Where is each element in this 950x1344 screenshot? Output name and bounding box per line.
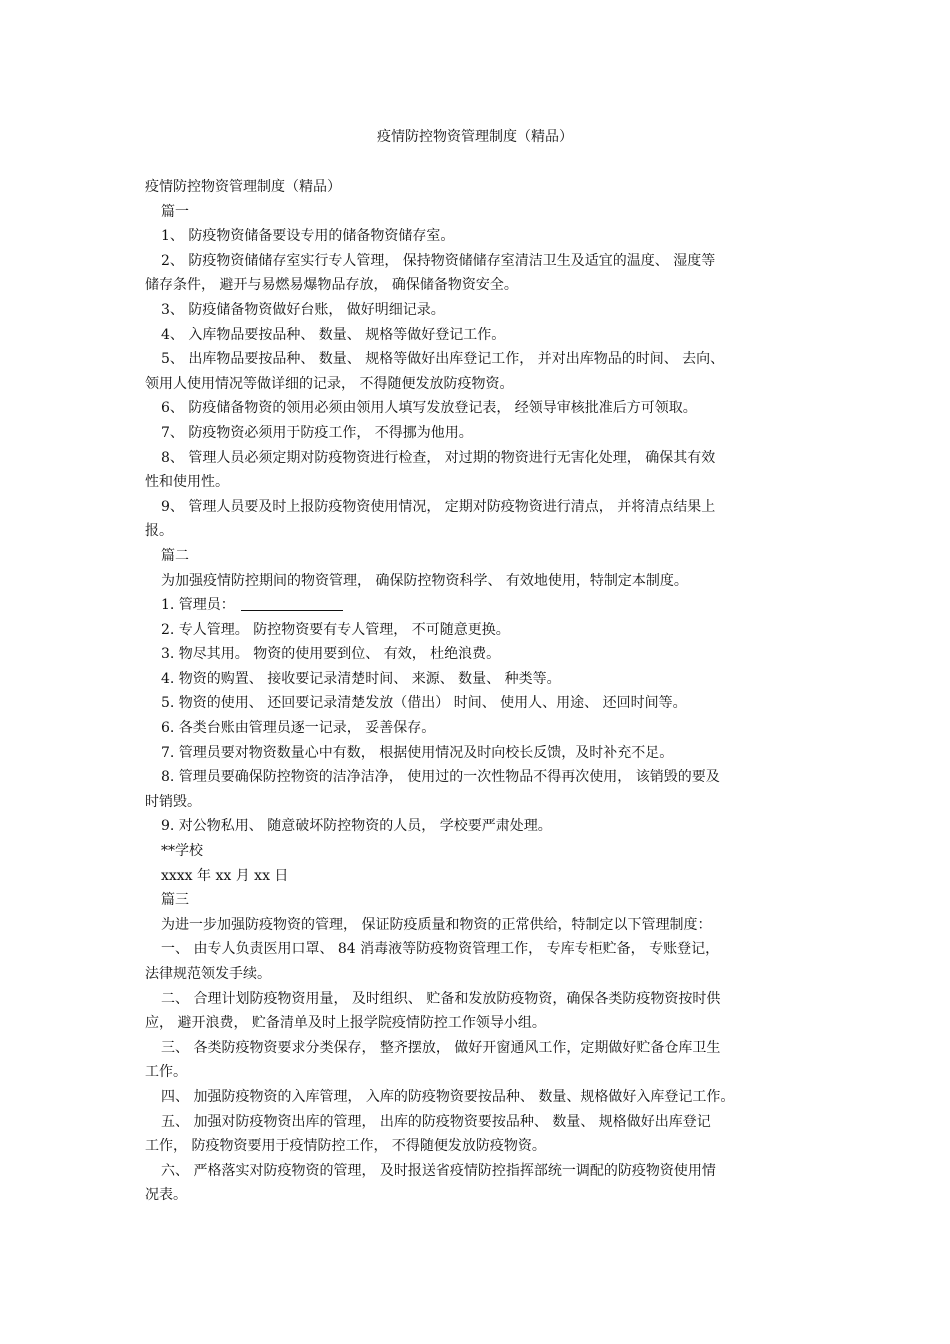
paragraph-line: 法律规范领发手续。 — [145, 966, 271, 982]
manager-line — [145, 593, 825, 618]
paragraph-line: 性和使用性。 — [145, 474, 229, 491]
paragraph-line: 7、 防疫物资必须用于防疫工作， 不得挪为他用。 — [161, 424, 473, 441]
section-heading: 篇一 — [161, 203, 189, 220]
paragraph-line: 应， 避开浪费， 贮备清单及时上报学院疫情防控工作领导小组。 — [145, 1015, 546, 1032]
paragraph-line: 6、 防疫储备物资的领用必须由领用人填写发放登记表， 经领导审核批准后方可领取。 — [161, 400, 697, 417]
paragraph-line: 时销毁。 — [145, 793, 201, 810]
paragraph-line: 三、 各类防疫物资要求分类保存， 整齐摆放， 做好开窗通风工作，定期做好贮备仓库卫生 — [161, 1039, 721, 1056]
paragraph-line: 工作， 防疫物资要用于疫情防控工作， 不得随便发放防疫物资。 — [145, 1138, 546, 1155]
paragraph-line: 储存条件， 避开与易燃易爆物品存放， 确保储备物资安全。 — [145, 277, 518, 294]
paragraph-line: 6. 各类台账由管理员逐一记录， 妥善保存。 — [161, 720, 436, 737]
paragraph-line: 5、 出库物品要按品种、 数量、 规格等做好出库登记工作， 并对出库物品的时间、 去向、 — [161, 351, 725, 368]
paragraph-line: 报。 — [145, 523, 173, 540]
paragraph-line: 工作。 — [145, 1064, 187, 1081]
section-heading: 篇三 — [161, 892, 189, 909]
paragraph-line: 3、 防疫储备物资做好台账， 做好明细记录。 — [161, 301, 445, 318]
paragraph-line: 况表。 — [145, 1187, 187, 1204]
signature: **学校 — [161, 843, 203, 860]
date-line: xxxx 年 xx 月 xx 日 — [161, 867, 289, 884]
paragraph-line: 为进一步加强防疫物资的管理， 保证防疫质量和物资的正常供给，特制定以下管理制度： — [161, 916, 712, 933]
paragraph-line: 为加强疫情防控期间的物资管理， 确保防控物资科学、 有效地使用，特制定本制度。 — [161, 572, 688, 589]
paragraph-line: 2、 防疫物资储储存室实行专人管理， 保持物资储储存室清洁卫生及适宜的温度、 湿度等 — [161, 252, 716, 269]
paragraph-line: 4、 入库物品要按品种、 数量、 规格等做好登记工作。 — [161, 326, 506, 343]
paragraph-line: 六、 严格落实对防疫物资的管理， 及时报送省疫情防控指挥部统一调配的防疫物资使用情 — [161, 1162, 716, 1179]
paragraph-line: 五、 加强对防疫物资出库的管理， 出库的防疫物资要按品种、 数量、 规格做好出库登记 — [161, 1113, 711, 1130]
manager-blank-line — [241, 596, 343, 611]
paragraph-line: 3. 物尽其用。 物资的使用要到位、 有效， 杜绝浪费。 — [161, 646, 501, 663]
document-body — [145, 175, 825, 1208]
paragraph-line: 四、 加强防疫物资的入库管理， 入库的防疫物资要按品种、 数量、规格做好入库登记工作。 — [161, 1088, 735, 1105]
section-heading: 篇二 — [161, 547, 189, 564]
paragraph-line: 领用人使用情况等做详细的记录， 不得随便发放防疫物资。 — [145, 375, 514, 392]
paragraph-line: 二、 合理计划防疫物资用量， 及时组织、 贮备和发放防疫物资，确保各类防疫物资按时供 — [161, 990, 721, 1007]
paragraph-line: 9、 管理人员要及时上报防疫物资使用情况， 定期对防疫物资进行清点， 并将清点结果上 — [161, 498, 716, 515]
paragraph-line: 7. 管理员要对物资数量心中有数， 根据使用情况及时向校长反馈，及时补充不足。 — [161, 744, 674, 761]
paragraph-line: 4. 物资的购置、 接收要记录清楚时间、 来源、 数量、 种类等。 — [161, 670, 561, 687]
document-title: 疫情防控物资管理制度（精品） — [377, 129, 573, 145]
paragraph-line: 1、 防疫物资储备要设专用的储备物资储存室。 — [161, 228, 455, 245]
document-subtitle: 疫情防控物资管理制度（精品） — [145, 179, 341, 195]
paragraph-line: 8、 管理人员必须定期对防疫物资进行检查， 对过期的物资进行无害化处理， 确保其有效 — [161, 449, 716, 466]
paragraph-line: 一、 由专人负责医用口罩、 84 消毒液等防疫物资管理工作， 专库专柜贮备， 专账登记， — [161, 941, 720, 958]
paragraph-line: 8. 管理员要确保防控物资的洁净洁净， 使用过的一次性物品不得再次使用， 该销毁的要及 — [161, 769, 720, 786]
manager-label: 1. 管理员： — [161, 597, 235, 614]
paragraph-line: 9. 对公物私用、 随意破坏防控物资的人员， 学校要严肃处理。 — [161, 818, 552, 835]
paragraph-line: 2. 专人管理。 防控物资要有专人管理， 不可随意更换。 — [161, 621, 510, 638]
paragraph-line: 5. 物资的使用、 还回要记录清楚发放（借出） 时间、 使用人、用途、 还回时间等。 — [161, 695, 687, 712]
